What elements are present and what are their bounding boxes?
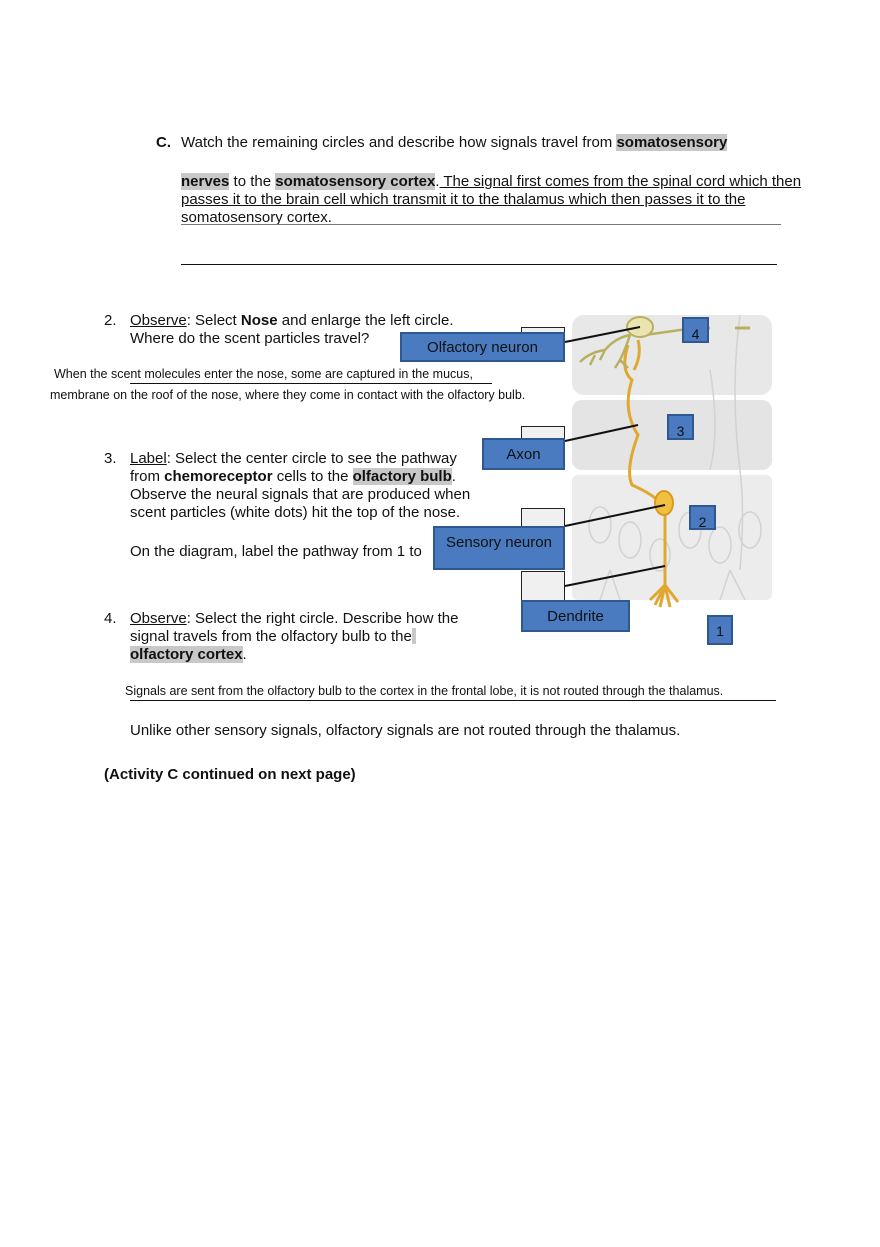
number-marker-1: 1 xyxy=(707,615,733,645)
answer-c-line2[interactable]: passes it to the brain cell which transmit it to the thalamus which then passes it to the xyxy=(181,191,746,208)
q4-text: : Select the right circle. Describe how the xyxy=(186,610,459,627)
term-nerves: nerves xyxy=(181,173,230,190)
prompt-text: to the xyxy=(229,173,276,190)
q3-text: cells to the xyxy=(272,468,353,485)
number-marker-3: 3 xyxy=(667,414,694,440)
q4-line2 xyxy=(130,628,416,646)
q3-line5: On the diagram, label the pathway from 1 to xyxy=(130,543,422,560)
q4-note: Unlike other sensory signals, olfactory signals are not routed through the thalamus. xyxy=(130,722,681,739)
q2-text: and enlarge the left circle. xyxy=(277,312,454,329)
answer-c-line3[interactable]: somatosensory cortex. xyxy=(181,209,332,226)
q2-text: : Select xyxy=(186,312,241,329)
leader-line-olfactory xyxy=(565,327,640,342)
q2-number: 2. xyxy=(104,312,117,329)
q3-line4: scent particles (white dots) hit the top of the nose. xyxy=(130,504,461,521)
q3-bold-chemoreceptor: chemoreceptor xyxy=(164,468,273,485)
q4-line1 xyxy=(130,610,459,628)
term-olfactory-bulb: olfactory bulb xyxy=(352,468,452,485)
highlight-mark xyxy=(412,628,416,644)
number-marker-4: 4 xyxy=(682,317,709,343)
answer-line xyxy=(130,700,776,701)
label-dendrite[interactable]: Dendrite xyxy=(521,600,630,632)
q2-answer-line1[interactable]: When the scent molecules enter the nose, some are captured in the mucus, xyxy=(54,367,473,381)
number-marker-2: 2 xyxy=(689,505,716,530)
q3-text: . xyxy=(451,468,456,485)
leader-line-dendrite xyxy=(565,566,665,586)
leader-line-sensory xyxy=(565,505,665,526)
q3-text: : Select the center circle to see the pathway xyxy=(166,450,457,467)
q2-answer-line2[interactable]: membrane on the roof of the nose, where they come in contact with the olfactory bulb. xyxy=(50,388,526,402)
q4-text: signal travels from the olfactory bulb to the xyxy=(130,628,412,645)
label-olfactory-neuron[interactable]: Olfactory neuron xyxy=(400,332,565,362)
prompt-text: . xyxy=(435,173,440,190)
leader-line-axon xyxy=(565,425,638,441)
label-sensory-neuron[interactable]: Sensory neuron xyxy=(433,526,565,570)
term-somatosensory: somatosensory xyxy=(616,134,728,151)
label-axon[interactable]: Axon xyxy=(482,438,565,470)
prompt-text: Watch the remaining circles and describe how signals travel from xyxy=(181,134,617,151)
q4-verb: Observe xyxy=(130,610,187,627)
q3-verb: Label xyxy=(130,450,167,467)
continued-note: (Activity C continued on next page) xyxy=(104,766,356,783)
q4-line3 xyxy=(130,646,247,664)
q3-text: from xyxy=(130,468,165,485)
q2-bold-nose: Nose xyxy=(240,312,278,329)
q3-line3: Observe the neural signals that are produced when xyxy=(130,486,471,503)
term-somatosensory-cortex: somatosensory cortex xyxy=(275,173,436,190)
blank-label-1[interactable] xyxy=(521,571,565,601)
term-olfactory-cortex: olfactory cortex xyxy=(130,646,243,663)
q2-line2: Where do the scent particles travel? xyxy=(130,330,370,347)
q4-answer[interactable]: Signals are sent from the olfactory bulb to the cortex in the frontal lobe, it is not routed through the thalamus. xyxy=(125,684,724,698)
q4-number: 4. xyxy=(104,610,117,627)
q3-number: 3. xyxy=(104,450,117,467)
answer-c-line1[interactable]: The signal first comes from the spinal cord which then xyxy=(439,173,802,190)
section-c-marker: C. xyxy=(156,134,171,151)
q2-verb: Observe xyxy=(130,312,187,329)
q4-text: . xyxy=(242,646,247,663)
